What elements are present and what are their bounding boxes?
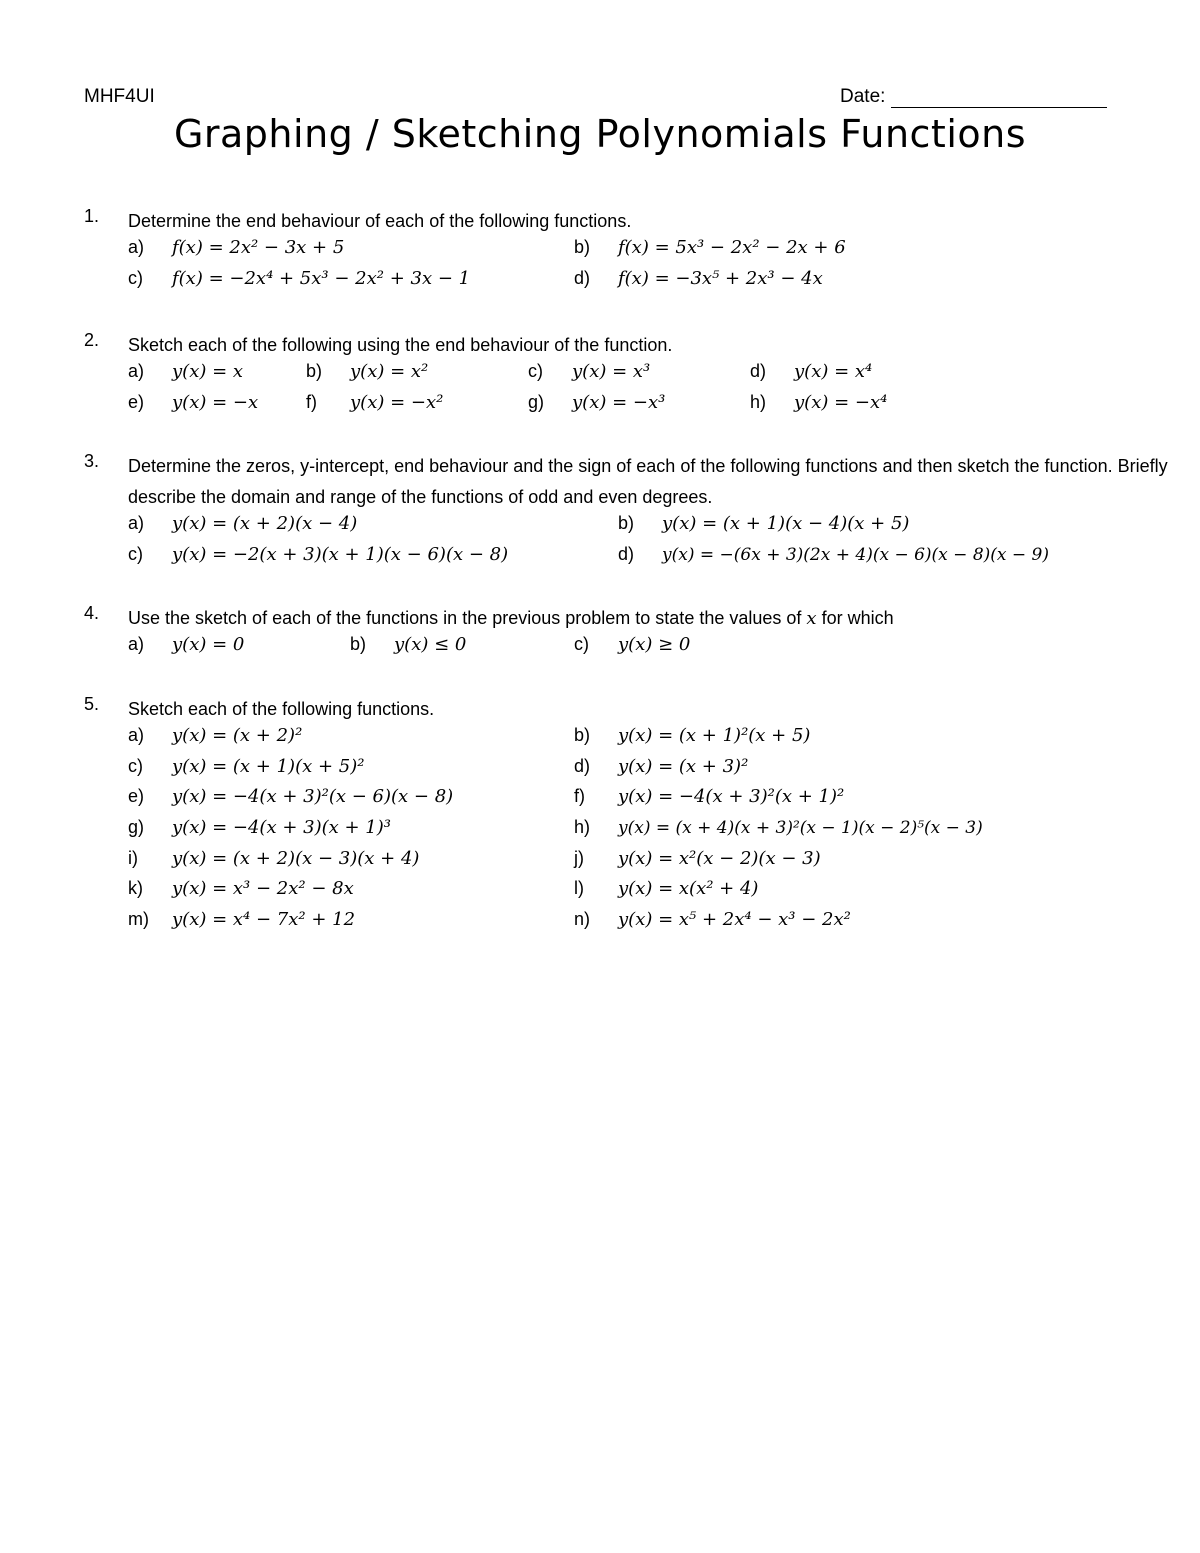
item-expression: 𝑦(𝑥) = 𝑥² <box>350 361 429 382</box>
item-label: d) <box>574 268 591 288</box>
list-item <box>574 817 983 838</box>
question-text-part: Use the sketch of each of the functions in the previous problem to state the values of <box>128 608 807 628</box>
item-expression: 𝑦(𝑥) = −𝑥³ <box>572 392 666 413</box>
list-item <box>128 817 391 838</box>
item-expression: 𝑦(𝑥) = 𝑥⁴ <box>794 361 873 382</box>
item-expression: 𝑦(𝑥) = 𝑥⁴ − 7𝑥² + 12 <box>172 909 356 930</box>
item-label: b) <box>306 361 323 381</box>
item-expression: 𝑦(𝑥) = −4(𝑥 + 3)²(𝑥 + 1)² <box>618 786 845 807</box>
list-item <box>574 786 844 807</box>
item-label: a) <box>128 513 145 533</box>
item-expression: 𝑦(𝑥) = 0 <box>172 634 245 655</box>
item-expression: 𝑦(𝑥) = (𝑥 + 2)(𝑥 − 4) <box>172 513 358 534</box>
list-item <box>574 268 823 289</box>
item-label: l) <box>574 878 584 898</box>
question-text-part: for which <box>816 608 894 628</box>
item-label: i) <box>128 848 138 868</box>
list-item <box>128 634 244 655</box>
item-expression: 𝑦(𝑥) = 𝑥³ <box>572 361 651 382</box>
item-label: e) <box>128 786 145 806</box>
item-label: d) <box>750 361 767 381</box>
list-item <box>574 237 846 258</box>
item-label: a) <box>128 237 145 257</box>
list-item <box>128 237 344 258</box>
list-item <box>350 634 466 655</box>
item-label: m) <box>128 909 149 929</box>
question-text: Sketch each of the following using the end behaviour of the function. <box>128 335 673 355</box>
item-expression: 𝑦(𝑥) = (𝑥 + 3)² <box>618 756 749 777</box>
item-expression: 𝑓(𝑥) = −2𝑥⁴ + 5𝑥³ − 2𝑥² + 3𝑥 − 1 <box>172 268 471 289</box>
item-label: j) <box>574 848 584 868</box>
date-label: Date: <box>840 86 886 107</box>
item-label: b) <box>574 725 591 745</box>
list-item <box>128 268 470 289</box>
list-item <box>528 392 665 413</box>
item-expression: 𝑦(𝑥) = −4(𝑥 + 3)²(𝑥 − 6)(𝑥 − 8) <box>172 786 454 807</box>
list-item <box>128 513 357 534</box>
item-expression: 𝑓(𝑥) = 5𝑥³ − 2𝑥² − 2𝑥 + 6 <box>618 237 846 258</box>
item-label: k) <box>128 878 143 898</box>
item-expression: 𝑦(𝑥) = 𝑥²(𝑥 − 2)(𝑥 − 3) <box>618 848 821 869</box>
list-item <box>128 725 302 746</box>
item-label: b) <box>350 634 367 654</box>
item-expression: 𝑦(𝑥) = (𝑥 + 2)² <box>172 725 303 746</box>
list-item <box>574 756 748 777</box>
item-expression: 𝑓(𝑥) = −3𝑥⁵ + 2𝑥³ − 4𝑥 <box>618 268 823 289</box>
item-expression: 𝑦(𝑥) = 𝑥 <box>172 361 244 382</box>
list-item <box>528 361 650 382</box>
item-label: b) <box>574 237 591 257</box>
item-label: b) <box>618 513 635 533</box>
question-number: 2. <box>84 330 100 350</box>
item-label: a) <box>128 725 145 745</box>
list-item <box>574 878 758 899</box>
item-label: d) <box>618 544 635 564</box>
list-item <box>750 361 872 382</box>
question-number: 3. <box>84 451 100 471</box>
item-expression: 𝑦(𝑥) = −𝑥² <box>350 392 444 413</box>
question-number: 1. <box>84 206 100 226</box>
item-label: a) <box>128 361 145 381</box>
item-expression: 𝑦(𝑥) ≥ 0 <box>618 634 691 655</box>
item-expression: 𝑦(𝑥) = (𝑥 + 2)(𝑥 − 3)(𝑥 + 4) <box>172 848 420 869</box>
item-label: g) <box>128 817 145 837</box>
list-item <box>128 544 508 565</box>
list-item <box>574 634 690 655</box>
item-label: h) <box>574 817 591 837</box>
list-item <box>574 848 821 869</box>
item-expression: 𝑦(𝑥) = −(6𝑥 + 3)(2𝑥 + 4)(𝑥 − 6)(𝑥 − 8)(𝑥 − 9) <box>662 545 1049 565</box>
item-expression: 𝑦(𝑥) = (𝑥 + 1)(𝑥 + 5)² <box>172 756 365 777</box>
question-text: Sketch each of the following functions. <box>128 699 435 719</box>
item-label: c) <box>528 361 543 381</box>
item-label: h) <box>750 392 767 412</box>
date-field <box>840 86 1107 108</box>
question-number: 5. <box>84 694 100 714</box>
question-number: 4. <box>84 603 100 623</box>
item-label: f) <box>306 392 317 412</box>
item-expression: 𝑦(𝑥) ≤ 0 <box>394 634 467 655</box>
list-item <box>750 392 887 413</box>
item-expression: 𝑦(𝑥) = 𝑥(𝑥² + 4) <box>618 878 759 899</box>
question-text: Determine the end behaviour of each of the following functions. <box>128 211 632 231</box>
item-label: c) <box>128 544 143 564</box>
list-item <box>128 756 364 777</box>
list-item <box>128 909 355 930</box>
item-label: g) <box>528 392 545 412</box>
item-expression: 𝑦(𝑥) = (𝑥 + 1)²(𝑥 + 5) <box>618 725 811 746</box>
item-label: d) <box>574 756 591 776</box>
question-text <box>128 603 1168 634</box>
list-item <box>128 878 354 899</box>
item-label: c) <box>574 634 589 654</box>
date-blank-line <box>891 88 1107 108</box>
item-expression: 𝑦(𝑥) = −4(𝑥 + 3)(𝑥 + 1)³ <box>172 817 391 838</box>
list-item <box>306 361 428 382</box>
item-expression: 𝑦(𝑥) = −𝑥⁴ <box>794 392 888 413</box>
item-label: c) <box>128 268 143 288</box>
question-text-variable: 𝑥 <box>806 608 817 629</box>
item-expression: 𝑦(𝑥) = (𝑥 + 4)(𝑥 + 3)²(𝑥 − 1)(𝑥 − 2)⁵(𝑥 − 3) <box>618 818 983 838</box>
item-label: f) <box>574 786 585 806</box>
list-item <box>128 392 258 413</box>
item-label: c) <box>128 756 143 776</box>
item-expression: 𝑦(𝑥) = (𝑥 + 1)(𝑥 − 4)(𝑥 + 5) <box>662 513 910 534</box>
list-item <box>128 848 419 869</box>
list-item <box>128 361 243 382</box>
item-label: n) <box>574 909 591 929</box>
list-item <box>306 392 443 413</box>
list-item <box>574 725 810 746</box>
item-expression: 𝑦(𝑥) = 𝑥⁵ + 2𝑥⁴ − 𝑥³ − 2𝑥² <box>618 909 851 930</box>
item-label: a) <box>128 634 145 654</box>
item-expression: 𝑦(𝑥) = 𝑥³ − 2𝑥² − 8𝑥 <box>172 878 354 899</box>
item-expression: 𝑦(𝑥) = −𝑥 <box>172 392 259 413</box>
item-label: e) <box>128 392 145 412</box>
course-code: MHF4UI <box>84 86 155 107</box>
list-item <box>128 786 453 807</box>
page-title: Graphing / Sketching Polynomials Functions <box>173 112 1027 156</box>
list-item <box>618 544 1049 565</box>
list-item <box>574 909 851 930</box>
item-expression: 𝑓(𝑥) = 2𝑥² − 3𝑥 + 5 <box>172 237 345 258</box>
question-text: Determine the zeros, y-intercept, end behaviour and the sign of each of the following functions and then sketch the function. Briefly describe the domain and range of the functions of odd and even degrees. <box>128 456 1168 507</box>
item-expression: 𝑦(𝑥) = −2(𝑥 + 3)(𝑥 + 1)(𝑥 − 6)(𝑥 − 8) <box>172 544 509 565</box>
list-item <box>618 513 909 534</box>
